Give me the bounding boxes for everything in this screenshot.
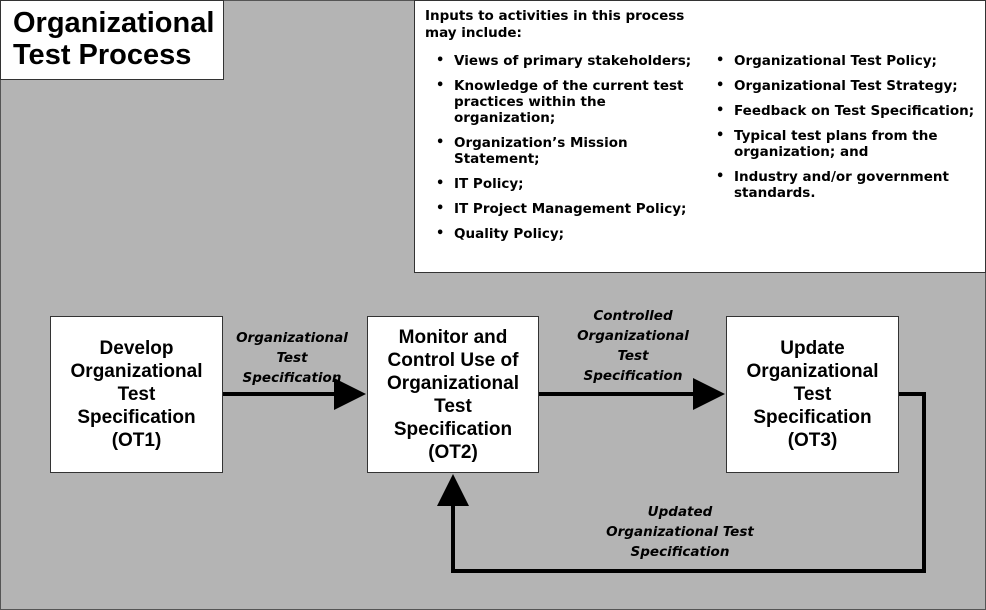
flow-label-ot1-to-ot2 [224,328,360,388]
process-line: (OT2) [428,441,478,463]
flow-label-line: Organizational [577,328,689,344]
list-item-text: Quality Policy; [454,226,565,242]
flow-label-line: Controlled [593,308,673,324]
list-item-text: Organizational Test Policy; [734,53,937,69]
process-line: Control Use of [387,349,519,371]
process-line: Specification [393,418,513,440]
list-item-text: IT Project Management Policy; [454,201,687,217]
bullet-icon: • [716,103,725,118]
flow-label-line: Specification [630,544,730,560]
bullet-icon: • [436,176,445,191]
process-box-ot2 [367,316,539,473]
bullet-icon: • [436,78,445,93]
process-line: Update [780,338,845,359]
process-line: Organizational [746,361,879,382]
process-line: (OT1) [111,430,162,451]
flow-label-line: Updated [647,504,713,520]
flow-label-line: Test [617,348,649,364]
flow-label-line: Organizational Test [606,524,754,540]
list-item-text: Organizational Test Strategy; [734,78,958,94]
process-line: (OT3) [787,430,838,451]
bullet-icon: • [716,53,725,68]
flow-label-line: Specification [583,368,683,384]
title-line-1: Organizational [13,7,215,39]
list-item-text: Organization’s Mission Statement; [454,135,628,167]
bullet-icon: • [436,135,445,150]
process-line: Organizational [387,372,519,394]
flow-label-ot2-to-ot3 [556,306,710,386]
bullet-icon: • [716,78,725,93]
flow-label-line: Organizational [236,330,348,346]
process-line: Monitor and [398,326,508,348]
bullet-icon: • [436,226,445,241]
list-item-text: Knowledge of the current test practices within the organization; [454,78,684,126]
bullet-icon: • [716,128,725,143]
list-item-text: IT Policy; [454,176,524,192]
list-item-text: Views of primary stakeholders; [454,53,692,69]
list-item-text: Feedback on Test Specification; [734,103,975,119]
process-line: Organizational [70,361,203,382]
process-line: Test [793,384,832,405]
process-line: Develop [99,338,174,359]
process-line: Test [117,384,156,405]
flow-label-line: Specification [242,370,342,386]
flow-label-line: Test [276,350,308,366]
bullet-icon: • [436,53,445,68]
process-box-ot1 [50,316,223,473]
list-item-text: Industry and/or government standards. [734,169,949,201]
bullet-icon: • [716,169,725,184]
process-box-ot3 [726,316,899,473]
process-line: Test [434,395,472,417]
inputs-heading: Inputs to activities in this process may include: [425,8,685,41]
process-line: Specification [753,407,872,428]
bullet-icon: • [436,201,445,216]
flow-label-ot3-to-ot2 [590,502,770,562]
title-line-2: Test Process [13,39,192,71]
process-line: Specification [77,407,196,428]
list-item-text: Typical test plans from the organization; and [734,128,938,160]
